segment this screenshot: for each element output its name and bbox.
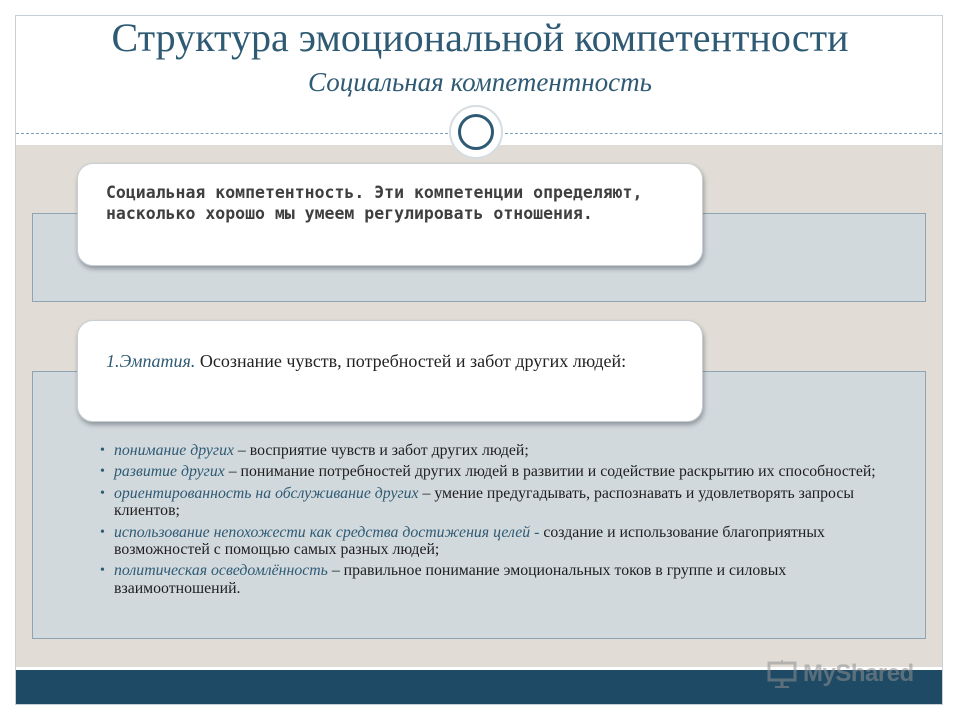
- bullet-term: развитие других: [114, 463, 225, 481]
- list-item: [100, 485, 890, 520]
- empathy-lead: 1.Эмпатия.: [106, 351, 196, 371]
- bullet-icon: •: [100, 485, 105, 501]
- watermark: [767, 656, 927, 692]
- bullet-text: – восприятие чувств и забот других людей;: [233, 442, 529, 459]
- bullet-term: использование непохожести как средства достижения целей -: [114, 523, 540, 541]
- empathy-bullet-list: [100, 442, 890, 601]
- list-item: [100, 562, 890, 597]
- presentation-board-icon: [767, 660, 797, 688]
- card-empathy-text: [106, 351, 680, 371]
- card-social-competence-text: Социальная компетентность. Эти компетенции определяют, насколько хорошо мы умеем регулировать отношения.: [106, 183, 643, 223]
- list-item: [100, 524, 890, 559]
- list-item: [100, 463, 890, 480]
- bullet-text: – понимание потребностей других людей в развитии и содействие раскрытию их способностей;: [224, 463, 876, 481]
- bullet-icon: •: [100, 524, 105, 540]
- empathy-description: Осознание чувств, потребностей и забот других людей:: [199, 351, 627, 371]
- bullet-text: – правильное понимание эмоциональных токов в группе и силовых взаимоотношений.: [114, 562, 787, 597]
- card-empathy: [77, 320, 703, 422]
- bullet-text: создание и использование благоприятных возможностей с помощью самых разных людей;: [114, 523, 825, 559]
- bullet-term: понимание других: [114, 442, 234, 459]
- list-item: [100, 442, 890, 459]
- circle-ornament-icon: [449, 105, 503, 159]
- bullet-text: – умение предугадывать, распознавать и удовлетворять запросы клиентов;: [114, 484, 854, 520]
- slide-subtitle: Социальная компетентность: [308, 67, 652, 97]
- bullet-icon: •: [100, 443, 105, 458]
- slide-title: Структура эмоциональной компетентности: [111, 15, 849, 60]
- card-social-competence: [77, 163, 703, 266]
- watermark-text: MyShared: [803, 660, 914, 687]
- bullet-term: ориентированность на обслуживание других: [114, 484, 419, 502]
- bullet-term: политическая осведомлённость: [114, 562, 328, 580]
- bullet-icon: •: [100, 563, 105, 579]
- circle-inner-ring: [458, 114, 494, 150]
- bullet-icon: •: [100, 464, 105, 480]
